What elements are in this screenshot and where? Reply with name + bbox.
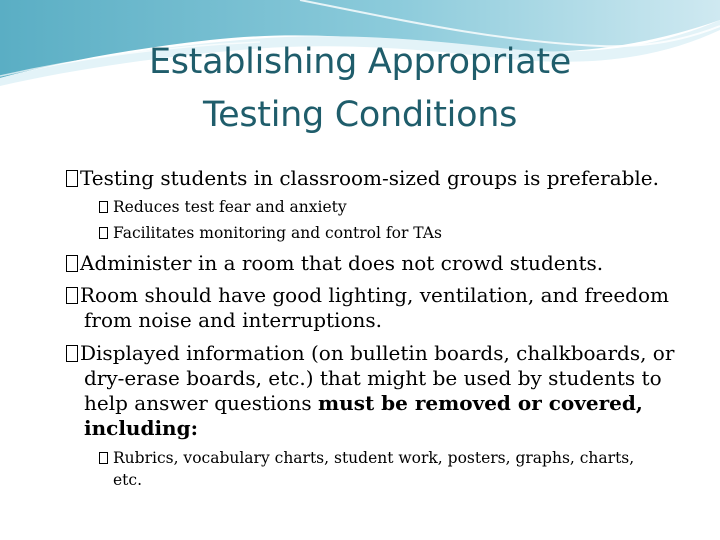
bullet-box-icon [66,255,78,272]
bullet-box-icon [99,227,108,239]
bullet-4-text-line-3-regular: help answer questions [84,391,318,415]
bullet-4-sub-1 [99,449,634,467]
bullet-box-icon [66,170,78,187]
bullet-4-text-line-4: including: [84,416,198,440]
bullet-3-text-line-2: from noise and interruptions. [84,308,382,332]
bullet-1-sub-2 [99,224,442,242]
bullet-4-text-line-1: Displayed information (on bulletin boards, chalkboards, or [80,341,675,365]
bullet-3-text-line-1: Room should have good lighting, ventilation, and freedom [80,283,669,307]
bullet-box-icon [99,201,108,213]
bullet-3 [66,283,669,307]
bullet-box-icon [66,287,78,304]
bullet-4-sub-1-text-line-2: etc. [113,471,143,489]
bullet-2 [66,251,603,275]
bullet-box-icon [66,345,78,362]
bullet-1 [66,166,659,190]
bullet-2-text: Administer in a room that does not crowd students. [80,251,604,275]
bullet-4-text-line-3-bold: must be removed or covered, [317,391,643,415]
title-line-2: Testing Conditions [202,95,518,135]
title-line-1: Establishing Appropriate [148,42,572,82]
bullet-1-sub-1-text: Reduces test fear and anxiety [113,198,347,216]
bullet-4 [66,341,674,365]
bullet-box-icon [99,452,108,464]
slide-title [60,36,660,142]
bullet-4-sub-1-text-line-1: Rubrics, vocabulary charts, student work, posters, graphs, charts, [113,449,635,467]
bullet-4-text-line-3 [84,391,643,415]
bullet-4-text-line-4-wrap [84,416,198,440]
bullet-1-sub-2-text: Facilitates monitoring and control for TAs [113,224,442,242]
bullet-1-sub-1 [99,198,347,216]
bullet-4-text-line-2: dry-erase boards, etc.) that might be used by students to [84,366,662,390]
bullet-1-text: Testing students in classroom-sized groups is preferable. [80,166,660,190]
